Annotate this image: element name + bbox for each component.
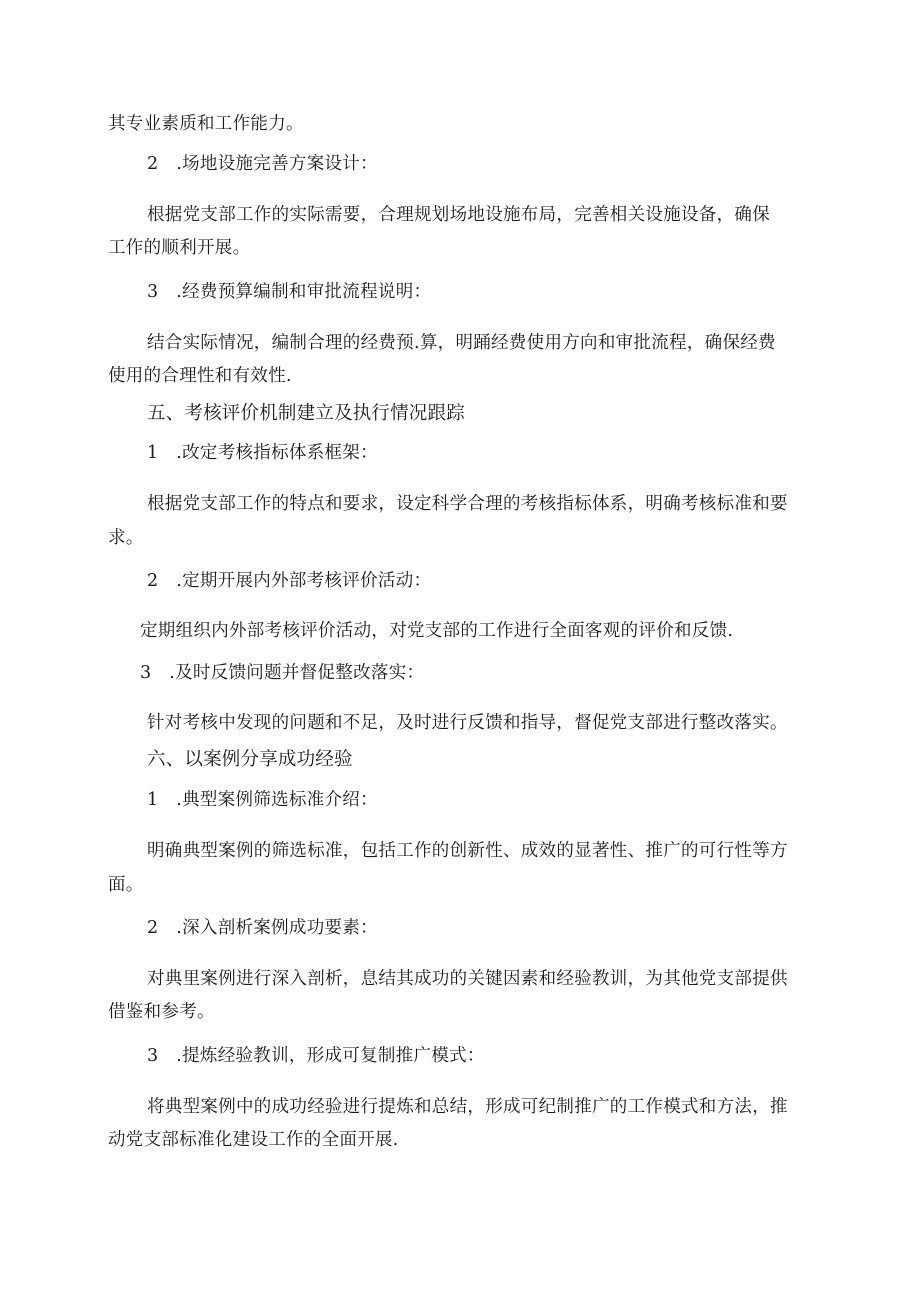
paragraph-indicator-line-2: 求。 bbox=[108, 528, 144, 548]
paragraph-case-analysis-line-2: 借鉴和参考。 bbox=[108, 1002, 215, 1022]
paragraph-continuation: 其专业素质和工作能力。 bbox=[108, 114, 304, 134]
paragraph-feedback: 针对考核中发现的问题和不足，及时进行反馈和指导，督促党支部进行整改落实。 bbox=[147, 713, 788, 733]
paragraph-site-facilities-line-1: 根据党支部工作的实际需要，合理规划场地设施布局，完善相关设施设备，确保 bbox=[147, 205, 770, 225]
subheading-1-case-criteria: 1 .典型案例筛选标准介绍： bbox=[147, 790, 378, 810]
paragraph-case-analysis-line-1: 对典里案例进行深入剖析，息结其成功的关键因素和经验教训，为其他党支部提供 bbox=[147, 969, 788, 989]
subheading-2-site-facilities: 2 .场地设施完善方案设计： bbox=[147, 154, 378, 174]
subheading-2-case-analysis: 2 .深入剖析案例成功要素： bbox=[147, 918, 378, 938]
subheading-3-replicable-model: 3 .提炼经验教训，形成可复制推广模式： bbox=[147, 1046, 485, 1066]
paragraph-case-criteria-line-1: 明确典型案例的筛选标准，包括工作的创新性、成效的显著性、推广的可行性等方 bbox=[147, 841, 788, 861]
subheading-1-indicator-framework: 1 .改定考核指标体系框架： bbox=[147, 443, 378, 463]
paragraph-budget-line-2: 使用的合理性和有效性. bbox=[108, 366, 292, 386]
paragraph-case-criteria-line-2: 面。 bbox=[108, 875, 144, 895]
paragraph-evaluation-activities: 定期组织内外部考核评价活动，对党支部的工作进行全面客观的评价和反馈. bbox=[140, 621, 734, 641]
subheading-3-budget: 3 .经费预算编制和审批流程说明： bbox=[147, 282, 432, 302]
subheading-3-feedback: 3 .及时反馈问题并督促整改落实： bbox=[140, 663, 425, 683]
paragraph-budget-line-1: 结合实际情况，编制合理的经费预.算，明踊经费使用方向和审批流程，确保经费 bbox=[147, 333, 776, 353]
subheading-2-evaluation-activities: 2 .定期开展内外部考核评价活动： bbox=[147, 571, 432, 591]
paragraph-indicator-line-1: 根据党支部工作的特点和要求，设定科学合理的考核指标体系，明确考核标准和要 bbox=[147, 494, 788, 514]
section-heading-5: 五、考核评价机制建立及执行情况跟踪 bbox=[147, 403, 465, 424]
paragraph-site-facilities-line-2: 工作的顺利开展。 bbox=[108, 238, 251, 258]
paragraph-replicable-model-line-2: 动党支部标准化建设工作的全面开展. bbox=[108, 1130, 399, 1150]
section-heading-6: 六、以案例分享成功经验 bbox=[147, 749, 353, 770]
paragraph-replicable-model-line-1: 将典型案例中的成功经验进行提炼和总结，形成可纪制推广的工作模式和方法，推 bbox=[147, 1097, 788, 1117]
